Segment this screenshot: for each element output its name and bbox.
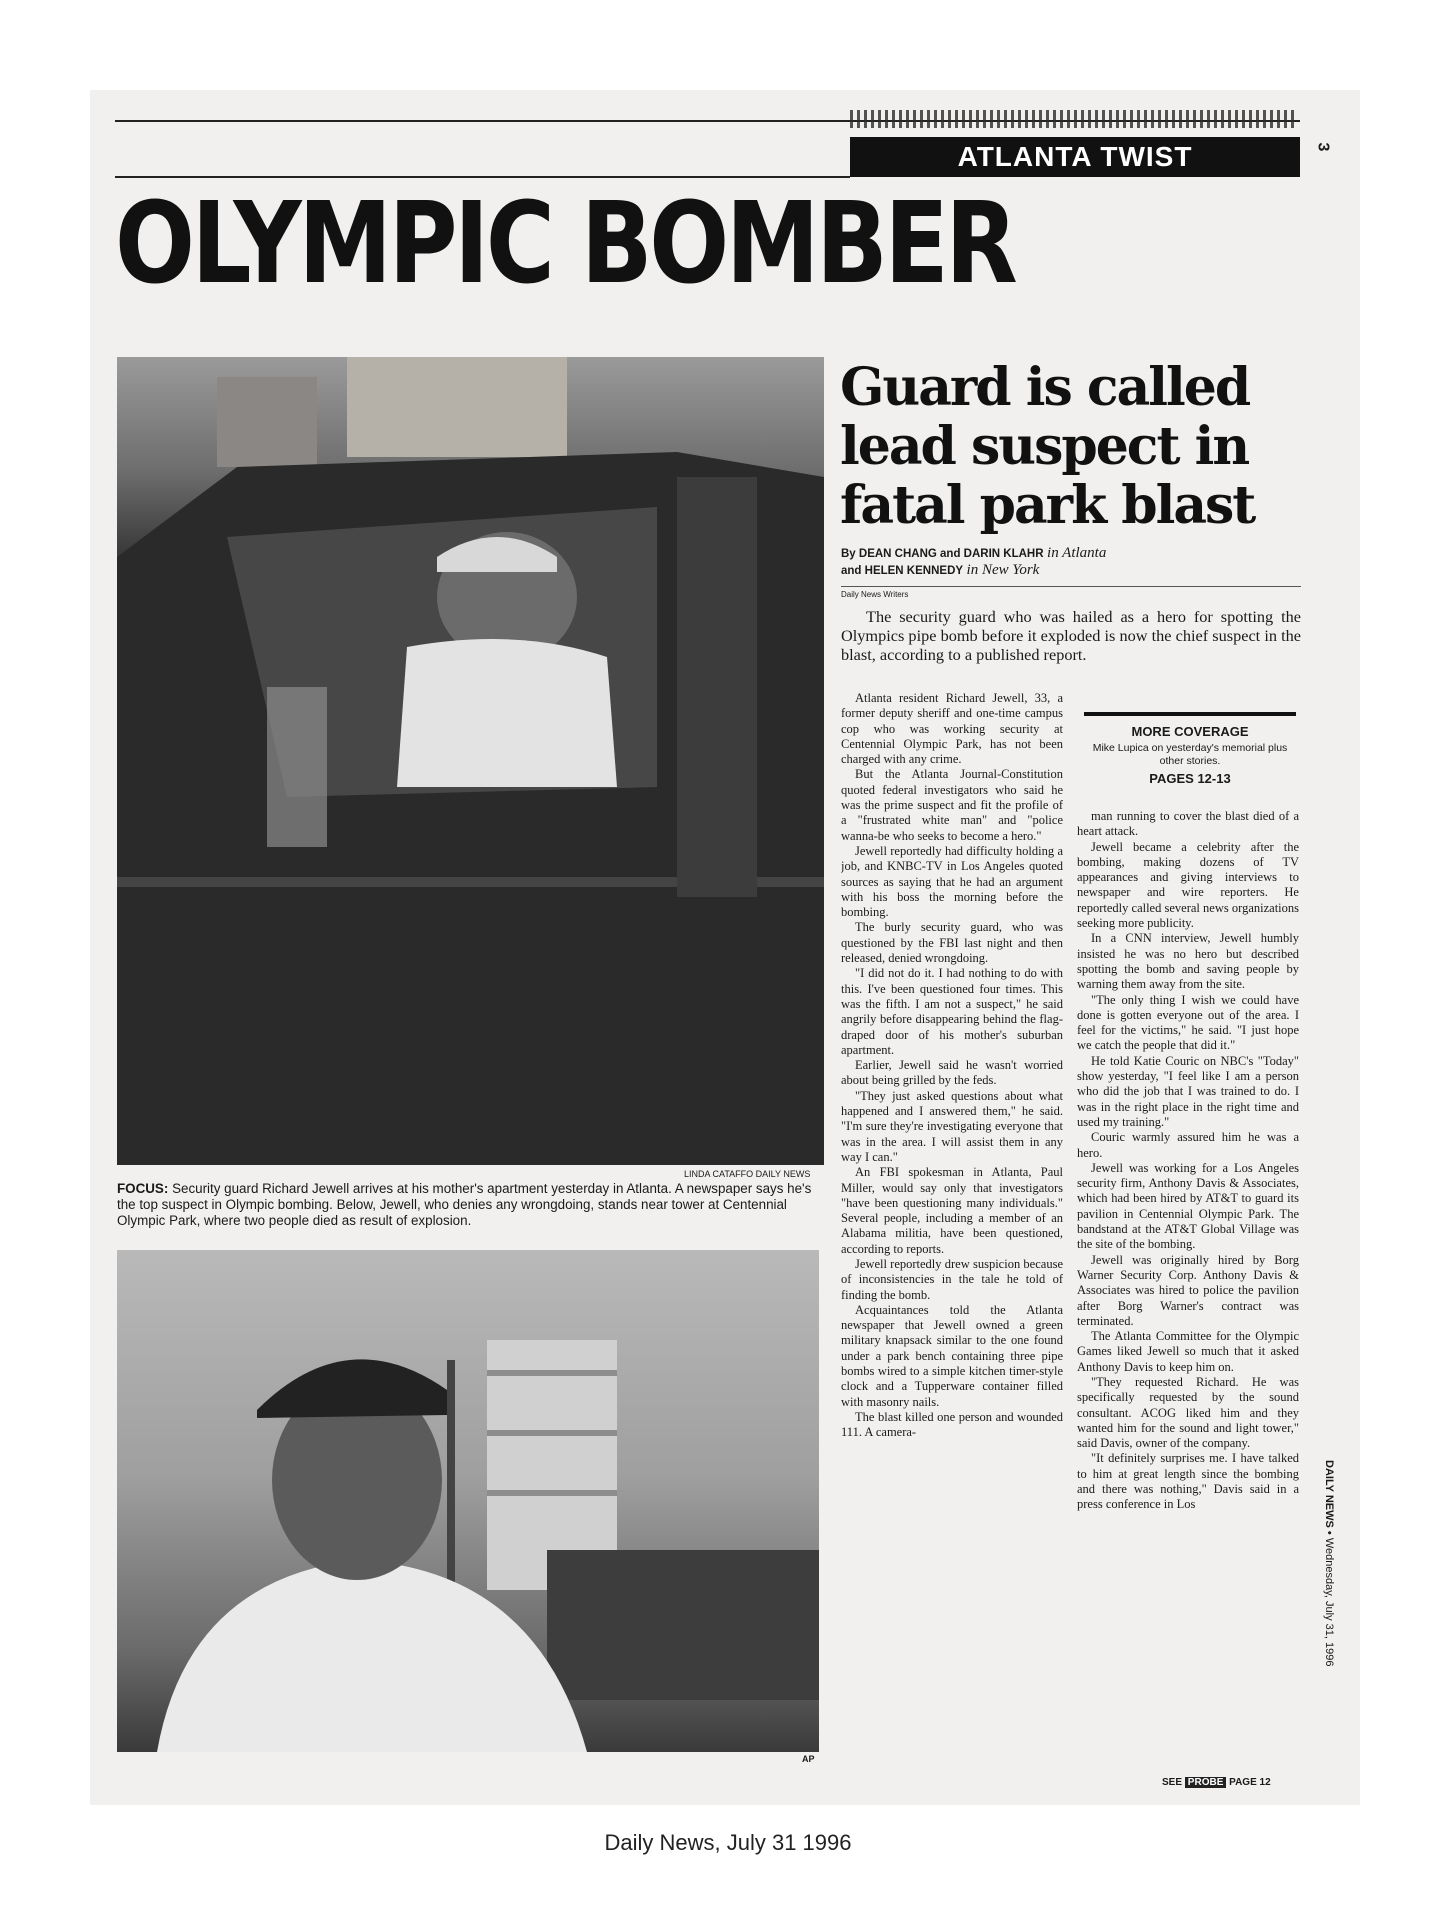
truck-photo-illustration (117, 357, 824, 1165)
byline-names-1: By DEAN CHANG and DARIN KLAHR (841, 548, 1044, 560)
byline-rule (841, 586, 1301, 587)
more-coverage-title: MORE COVERAGE (1131, 724, 1249, 739)
paragraph: Jewell reportedly drew suspicion because of inconsistencies in the tale he told of finding the bomb. (841, 1256, 1063, 1302)
paragraph: Jewell reportedly had difficulty holding a job, and KNBC-TV in Los Angeles quoted sources as saying that he had an argument with his boss the morning before the bombing. (841, 843, 1063, 920)
paragraph: "It definitely surprises me. I have talked to him at great length since the bombing and there was nothing," Davis said in a press conference in Los (1077, 1451, 1299, 1512)
headline: OLYMPIC BOMBER (115, 179, 1015, 309)
jump-line (1162, 1777, 1271, 1788)
more-coverage-pages: PAGES 12-13 (1149, 771, 1231, 786)
paragraph: The Atlanta Committee for the Olympic Games liked Jewell so much that it asked Anthony Davis to keep him on. (1077, 1329, 1299, 1374)
byline-place-1: in Atlanta (1047, 545, 1107, 561)
park-photo-illustration (117, 1250, 819, 1752)
article-column-a (841, 691, 1063, 1786)
paragraph: In a CNN interview, Jewell humbly insisted he was no hero but described spotting the bomb and saving people by warning them away from the site. (1077, 931, 1299, 992)
deck-headline: Guard is called lead suspect in fatal park blast (840, 357, 1255, 536)
section-tag: ATLANTA TWIST (850, 137, 1300, 177)
paragraph: Atlanta resident Richard Jewell, 33, a former deputy sheriff and one-time campus cop who was working security at Centennial Olympic Park, has not been charged with any crime. (841, 691, 1063, 767)
folio-paper: DAILY NEWS (1323, 1460, 1335, 1528)
paragraph: Couric warmly assured him he was a hero. (1077, 1130, 1299, 1160)
paragraph: Earlier, Jewell said he wasn't worried about being grilled by the feds. (841, 1058, 1063, 1088)
footer-caption: Daily News, July 31 1996 (604, 1830, 852, 1855)
jump-page: PAGE 12 (1229, 1777, 1271, 1788)
paragraph: "They requested Richard. He was specifically requested by the sound consultant. ACOG liked him and they wanted him for the sound and light tower," said Davis, owner of the company. (1077, 1374, 1299, 1451)
lede-paragraph: The security guard who was hailed as a hero for spotting the Olympics pipe bomb before it exploded is now the chief suspect in the blast, according to a published report. (841, 607, 1301, 664)
byline (841, 545, 1301, 579)
folio-date: Wednesday, July 31, 1996 (1323, 1537, 1335, 1667)
photo-jewell-truck (117, 357, 824, 1165)
paragraph: "I did not do it. I had nothing to do with this. I've been questioned four times. This was the fifth. I am not a suspect," he said angrily before disappearing behind the flag-draped door of his mother's suburban apartment. (841, 966, 1063, 1057)
section-rule (115, 176, 850, 178)
jump-see: SEE (1162, 1777, 1183, 1788)
paragraph: Jewell was working for a Los Angeles security firm, Anthony Davis & Associates, which had been hired by AT&T to guard its pavilion in Centennial Olympic Park. The bandstand at the AT&T Global Village was the site of the bombing. (1077, 1160, 1299, 1252)
caption-lead: FOCUS: (117, 1181, 169, 1196)
paragraph: Jewell became a celebrity after the bombing, making dozens of TV appearances and giving interviews to newspaper and wire reporters. He reportedly called several news organizations seeking more publicity. (1077, 839, 1299, 931)
photo-jewell-park (117, 1250, 819, 1752)
paragraph: The blast killed one person and wounded 111. A camera- (841, 1409, 1063, 1440)
photo-credit-1: LINDA CATAFFO DAILY NEWS (684, 1169, 811, 1179)
more-coverage-box (1084, 712, 1296, 786)
paragraph: "They just asked questions about what happened and I answered them," he said. "I'm sure they're investigating everyone that was in the area. I will assist them in any way I can." (841, 1088, 1063, 1164)
paragraph: "The only thing I wish we could have done is gotten everyone out of the area. I feel for the victims," he said. "I just hope we catch the people that did it." (1077, 992, 1299, 1053)
byline-place-2: in New York (966, 562, 1040, 578)
paragraph: Jewell was originally hired by Borg Warner Security Corp. Anthony Davis & Associates was hired to police the pavilion after Borg Warner's contract was terminated. (1077, 1252, 1299, 1328)
newspaper-page (90, 90, 1360, 1805)
page-number: 3 (1314, 142, 1332, 152)
caption-text: Security guard Richard Jewell arrives at his mother's apartment yesterday in Atlanta. A newspaper says he's the top suspect in Olympic bombing. Below, Jewell, who denies any wrongdoing, stands near tower at Centennial Olympic Park, where two people died as result of explosion. (117, 1181, 812, 1228)
jump-probe-logo: PROBE (1185, 1777, 1227, 1788)
byline-names-2: and HELEN KENNEDY (841, 565, 964, 577)
paragraph: He told Katie Couric on NBC's "Today" show yesterday, "I feel like I am a person who did the job that I was trained to do. I was in the right place in the right time and used my training." (1077, 1053, 1299, 1129)
more-coverage-text: Mike Lupica on yesterday's memorial plus other stories. (1092, 742, 1288, 767)
article-column-b (1077, 809, 1299, 1769)
photo-caption (117, 1181, 829, 1229)
paragraph: An FBI spokesman in Atlanta, Paul Miller, would say only that investigators "have been questioning many individuals." Several people, including a member of an Alabama militia, have been questioned, according to reports. (841, 1165, 1063, 1256)
byline-desk: Daily News Writers (841, 590, 909, 599)
page-folio: DAILY NEWS • Wednesday, July 31, 1996 (1323, 1460, 1335, 1667)
photo-credit-2: AP (802, 1754, 815, 1764)
paragraph: The burly security guard, who was questioned by the FBI last night and then released, denied wrongdoing. (841, 920, 1063, 966)
paragraph: But the Atlanta Journal-Constitution quoted federal investigators who said he was the prime suspect and fit the profile of a "frustrated white man" and "police wanna-be who seeks to become a hero." (841, 767, 1063, 843)
paragraph: man running to cover the blast died of a heart attack. (1077, 809, 1299, 839)
barcode-strip (850, 110, 1295, 128)
paragraph: Acquaintances told the Atlanta newspaper that Jewell owned a green military knapsack similar to the one found under a park bench containing three pipe bombs wired to a simple kitchen timer-style clock and a Tupperware container filled with masonry nails. (841, 1302, 1063, 1409)
